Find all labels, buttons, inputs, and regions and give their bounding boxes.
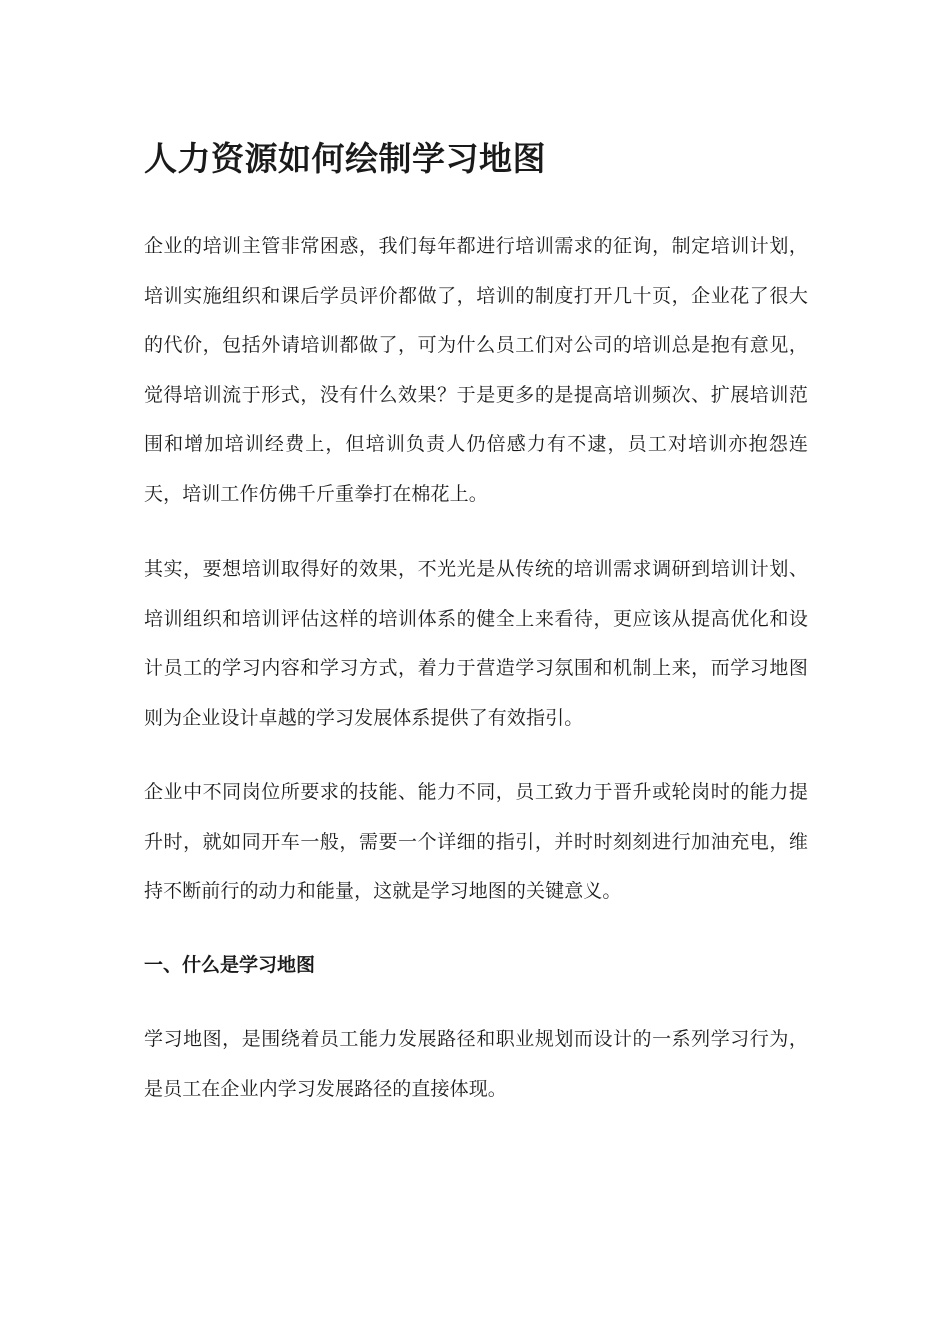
paragraph-learning-map-meaning: 企业中不同岗位所要求的技能、能力不同，员工致力于晋升或轮岗时的能力提升时，就如同开车一般，需要一个详细的指引，并时时刻刻进行加油充电，维持不断前行的动力和能量，这就是学习地图的关键意义。 — [144, 781, 808, 902]
paragraph-training-effect: 其实，要想培训取得好的效果，不光光是从传统的培训需求调研到培训计划、培训组织和培训评估这样的培训体系的健全上来看待，更应该从提高优化和设计员工的学习内容和学习方式，着力于营造学习氛围和机制上来，而学习地图则为企业设计卓越的学习发展体系提供了有效指引。 — [144, 558, 808, 729]
document-title: 人力资源如何绘制学习地图 — [144, 139, 546, 178]
paragraph-learning-map-definition: 学习地图，是围绕着员工能力发展路径和职业规划而设计的一系列学习行为， 是员工在企业内学习发展路径的直接体现。 — [144, 1028, 808, 1100]
paragraph-training-confusion: 企业的培训主管非常困惑，我们每年都进行培训需求的征询，制定培训计划，培训实施组织和课后学员评价都做了，培训的制度打开几十页，企业花了很大的代价，包括外请培训都做了，可为什么员工们对公司的培训总是抱有意见，觉得培训流于形式，没有什么效果？于是更多的是提高培训频次、扩展培训范围和增加培训经费上，但培训负责人仍倍感力有不逮，员工对培训亦抱怨连天，培训工作仿佛千斤重拳打在棉花上。 — [144, 235, 808, 505]
section-heading-what-is-learning-map: 一、什么是学习地图 — [144, 954, 316, 976]
